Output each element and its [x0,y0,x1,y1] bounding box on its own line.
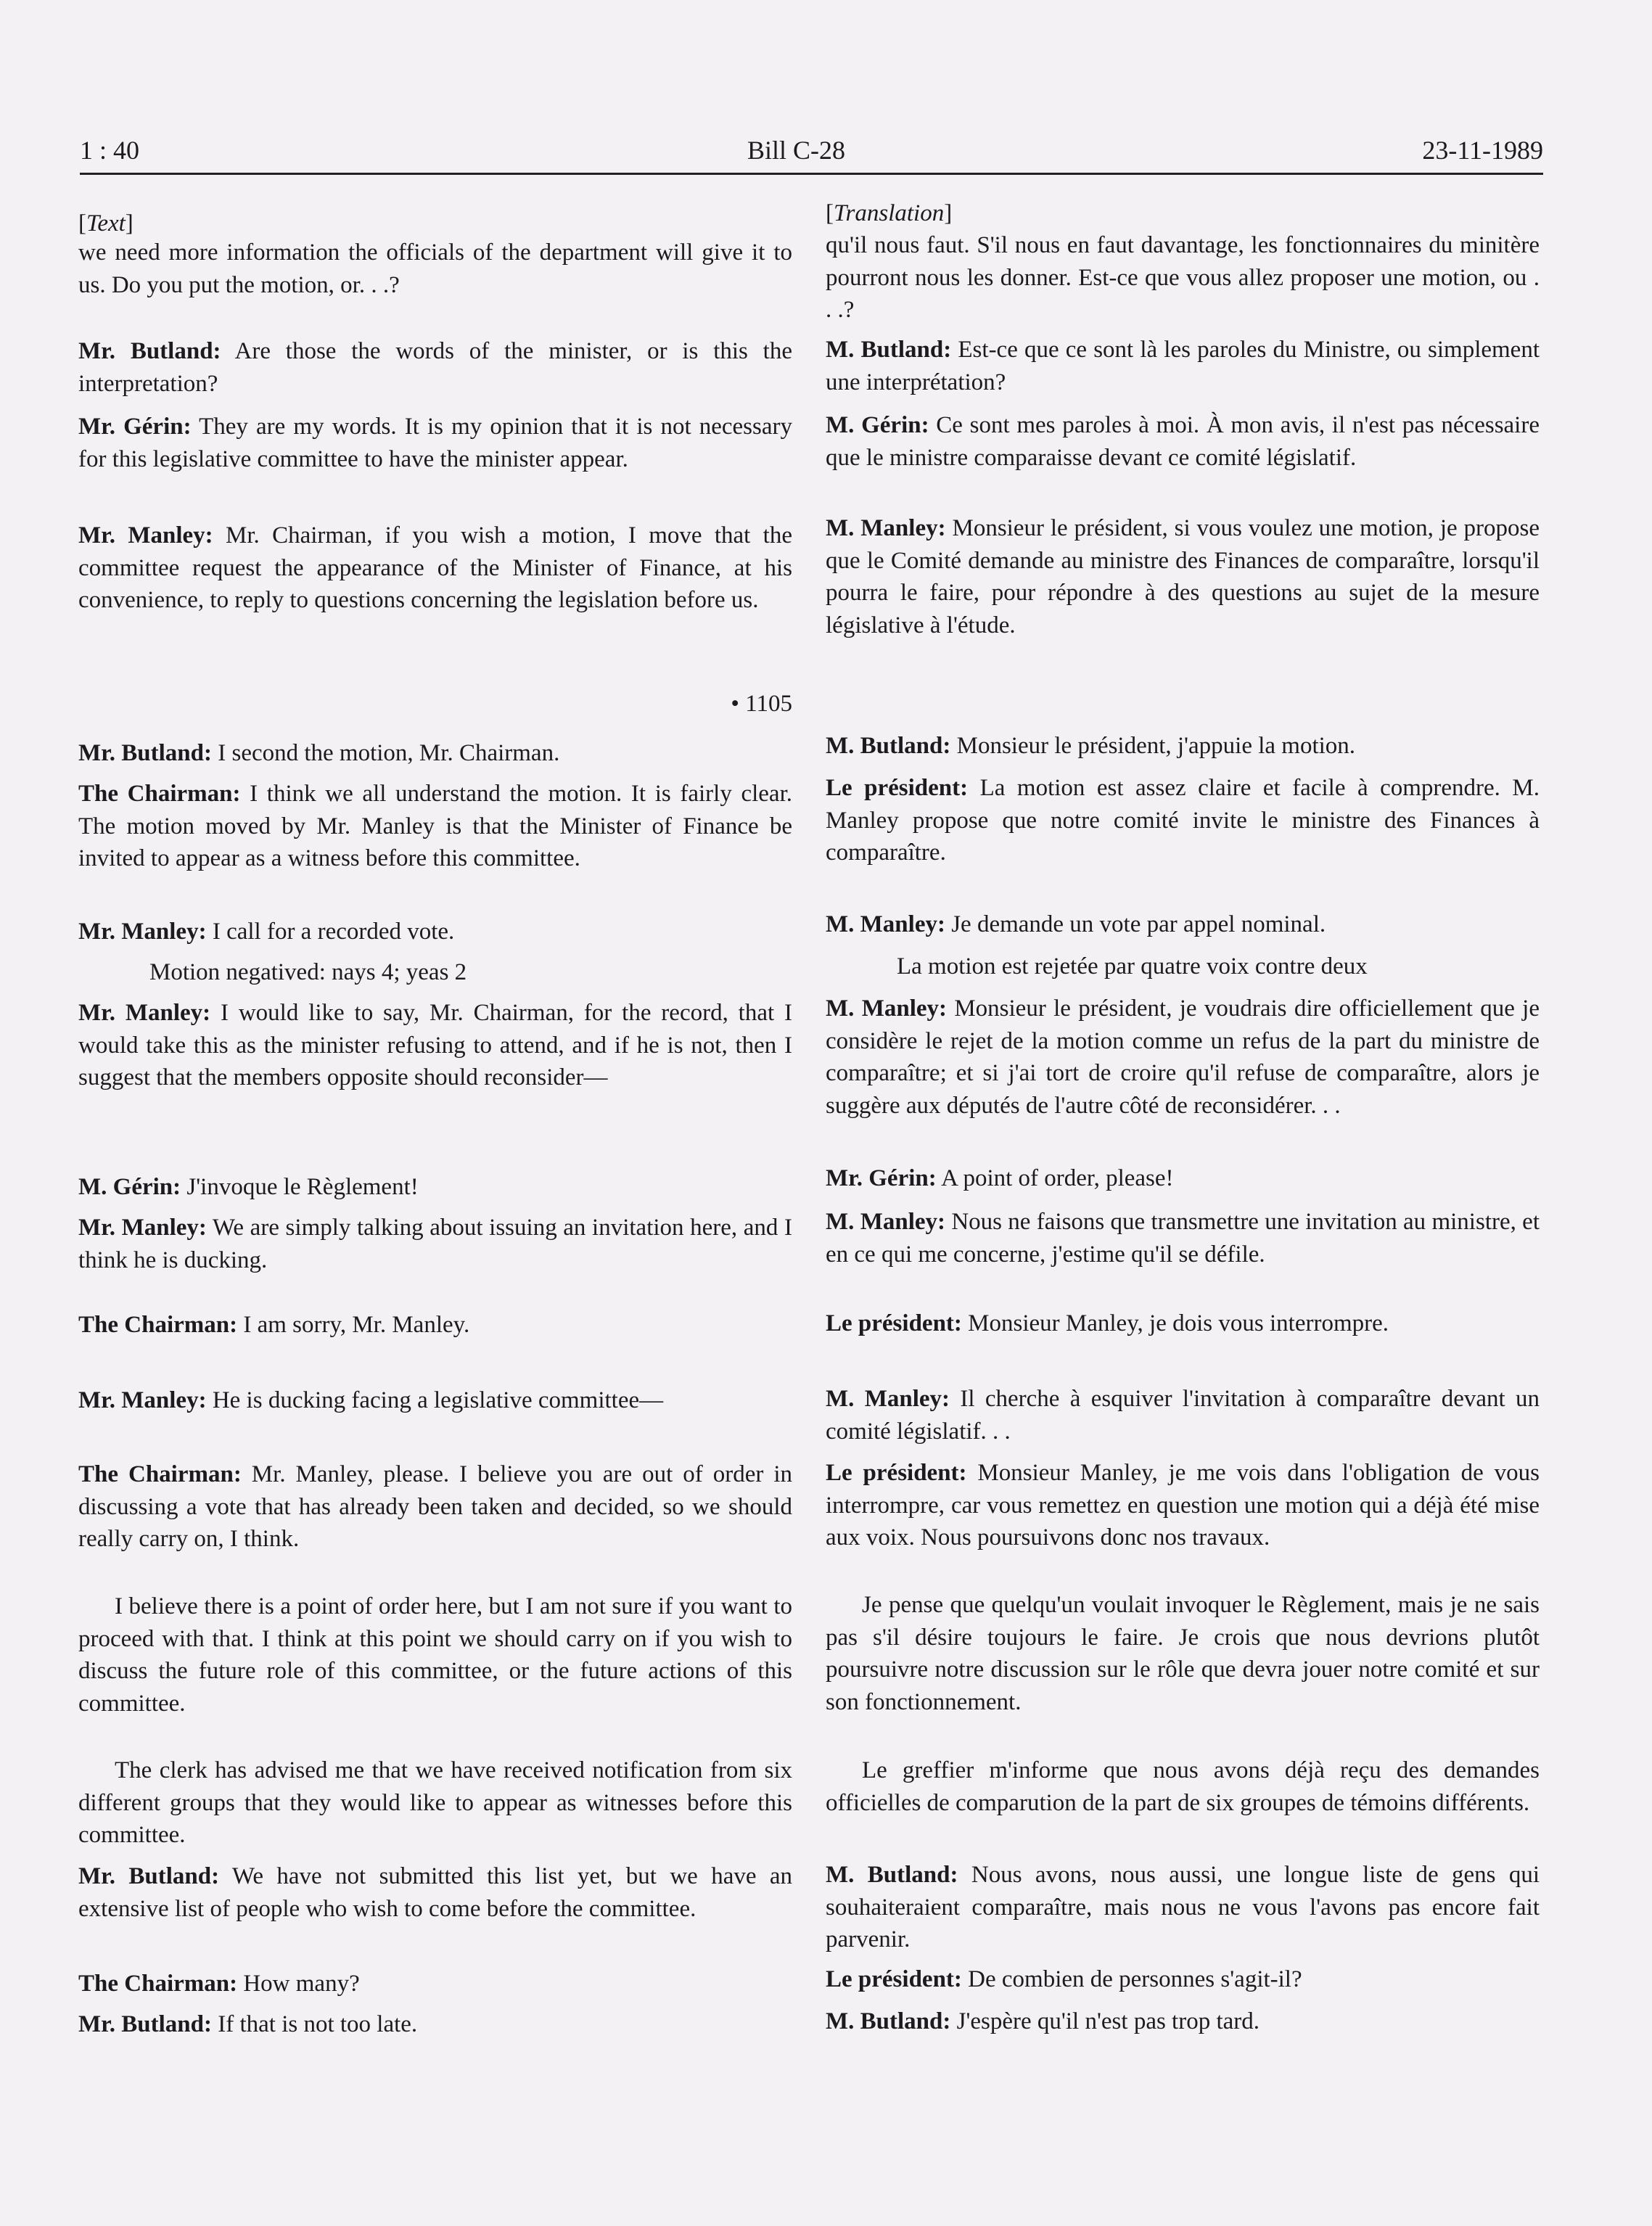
speech-paragraph: M. Manley: Je demande un vote par appel nominal. [826,911,1326,937]
speaker-name: M. Manley: [826,995,948,1022]
speech-paragraph: The Chairman: I think we all understand the motion. It is fairly clear. The motion moved by Mr. Manley is that the Minister of Finance be invited to appear as a witness before this committee. [78,781,793,871]
speech-paragraph: Le président: Monsieur Manley, je me vois dans l'obligation de vous interrompre, car vous remettez en question une motion qui a déjà été mise aux voix. Nous poursuivons donc nos travaux. [826,1460,1540,1551]
timestamp: • 1105 [731,691,792,717]
bill-title: Bill C-28 [747,136,846,165]
speaker-name: Mr. Butland: [78,1863,220,1889]
speech-paragraph: M. Manley: Nous ne faisons que transmettre une invitation au ministre, et en ce qui me concerne, j'estime qu'il se défile. [826,1209,1540,1268]
speech-paragraph: Mr. Manley: I call for a recorded vote. [78,919,455,945]
speech-paragraph: Mr. Butland: If that is not too late. [78,2011,418,2037]
vote-result: La motion est rejetée par quatre voix contre deux [897,953,1368,979]
speaker-name: The Chairman: [78,1971,238,1997]
speaker-name: M. Gérin: [826,412,929,438]
speech-paragraph: M. Gérin: Ce sont mes paroles à moi. À mon avis, il n'est pas nécessaire que le ministre comparaisse devant ce comité législatif. [826,412,1540,471]
page-number: 1 : 40 [80,136,140,165]
speech-paragraph: M. Butland: Monsieur le président, j'appuie la motion. [826,733,1356,759]
speech-paragraph: Le président: De combien de personnes s'agit-il? [826,1966,1302,1992]
speech-paragraph: Mr. Manley: He is ducking facing a legislative committee— [78,1387,664,1413]
paragraph: Je pense que quelqu'un voulait invoquer le Règlement, mais je ne sais pas s'il désire toujours le faire. Je crois que nous devrions plutôt poursuivre notre discussion sur le rôle que devra jouer notre comité et sur son fonctionnement. [826,1592,1540,1715]
speaker-name: The Chairman: [78,1312,238,1338]
speech-paragraph: M. Manley: Monsieur le président, si vous voulez une motion, je propose que le Comité demande au ministre des Finances de comparaître, lorsqu'il pourra le faire, pour répondre à des questions au sujet de la mesure législative à l'étude. [826,515,1540,638]
speech-paragraph: M. Butland: J'espère qu'il n'est pas trop tard. [826,2008,1260,2034]
speaker-name: Mr. Butland: [78,2011,212,2037]
speech-paragraph: The Chairman: How many? [78,1971,360,1997]
speech-paragraph: Mr. Manley: Mr. Chairman, if you wish a motion, I move that the committee request the appearance of the Minister of Finance, at his convenience, to reply to questions concerning the legislation before us. [78,522,792,613]
speech-paragraph: The Chairman: I am sorry, Mr. Manley. [78,1312,470,1338]
speech-paragraph: Mr. Manley: We are simply talking about issuing an invitation here, and I think he is ducking. [78,1215,792,1273]
speech-paragraph: M. Manley: Monsieur le président, je voudrais dire officiellement que je considère le rejet de la motion comme un refus de la part du ministre de comparaître; et si j'ai tort de croire qu'il refuse de comparaître, alors je suggère aux députés de l'autre côté de reconsidérer. . . [826,995,1540,1119]
column-tag: [Translation] [826,200,953,226]
speaker-name: M. Manley: [826,911,945,937]
speaker-name: Mr. Gérin: [78,414,192,440]
speaker-name: Mr. Manley: [78,919,207,945]
speaker-name: The Chairman: [78,1461,242,1487]
paragraph: we need more information the officials of the department will give it to us. Do you put the motion, or. . .? [78,239,792,298]
speech-paragraph: Le président: Monsieur Manley, je dois vous interrompre. [826,1310,1389,1336]
speaker-name: Mr. Manley: [78,1000,211,1026]
speech-paragraph: M. Manley: Il cherche à esquiver l'invitation à comparaître devant un comité législatif. . . [826,1386,1540,1445]
speech-paragraph: Mr. Gérin: They are my words. It is my opinion that it is not necessary for this legislative committee to have the minister appear. [78,414,792,472]
speaker-name: Le président: [826,1310,962,1336]
paragraph: Le greffier m'informe que nous avons déjà reçu des demandes officielles de comparution de la part de six groupes de témoins différents. [826,1757,1540,1816]
speaker-name: Le président: [826,1966,962,1992]
speaker-name: M. Gérin: [78,1174,181,1200]
speaker-name: Mr. Manley: [78,1215,207,1241]
speaker-name: M. Manley: [826,1386,950,1412]
speech-paragraph: M. Gérin: J'invoque le Règlement! [78,1174,419,1200]
header-rule [80,173,1543,175]
speaker-name: M. Manley: [826,515,946,541]
paragraph: The clerk has advised me that we have received notification from six different groups that they would like to appear as witnesses before this committee. [78,1757,792,1848]
column-tag: [Text] [78,210,133,237]
speaker-name: Mr. Gérin: [826,1165,937,1191]
speaker-name: Le président: [826,1460,967,1486]
paragraph: qu'il nous faut. S'il nous en faut davantage, les fonctionnaires du minitère pourront nous les donner. Est-ce que vous allez proposer une motion, ou . . .? [826,232,1540,323]
speech-paragraph: Mr. Gérin: A point of order, please! [826,1165,1174,1191]
speech-paragraph: Mr. Butland: We have not submitted this list yet, but we have an extensive list of people who wish to come before the committee. [78,1863,792,1922]
speech-paragraph: Mr. Butland: I second the motion, Mr. Chairman. [78,740,560,766]
page-header [80,135,1543,173]
speech-paragraph: M. Butland: Nous avons, nous aussi, une longue liste de gens qui souhaiteraient comparaître, mais nous ne vous l'avons pas encore fait parvenir. [826,1862,1540,1952]
speech-paragraph: Le président: La motion est assez claire et facile à comprendre. M. Manley propose que notre comité invite le ministre des Finances à comparaître. [826,775,1540,866]
speaker-name: M. Butland: [826,2008,951,2034]
vote-result: Motion negatived: nays 4; yeas 2 [149,959,467,985]
speaker-name: Mr. Butland: [78,338,221,364]
speaker-name: Mr. Manley: [78,1387,207,1413]
speech-paragraph: The Chairman: Mr. Manley, please. I believe you are out of order in discussing a vote that has already been taken and decided, so we should really carry on, I think. [78,1461,792,1552]
speaker-name: Mr. Butland: [78,740,212,766]
speaker-name: M. Butland: [826,1862,958,1888]
speaker-name: Le président: [826,775,969,801]
paragraph: I believe there is a point of order here, but I am not sure if you want to proceed with that. I think at this point we should carry on if you wish to discuss the future role of this committee, or the future actions of this committee. [78,1593,792,1717]
page-date: 23-11-1989 [1422,136,1543,165]
speech-paragraph: Mr. Butland: Are those the words of the minister, or is this the interpretation? [78,338,792,397]
speaker-name: M. Butland: [826,337,952,363]
speaker-name: Mr. Manley: [78,522,213,549]
speech-paragraph: M. Butland: Est-ce que ce sont là les paroles du Ministre, ou simplement une interprétation? [826,337,1540,395]
speaker-name: M. Manley: [826,1209,946,1235]
speaker-name: M. Butland: [826,733,951,759]
speech-paragraph: Mr. Manley: I would like to say, Mr. Chairman, for the record, that I would take this as the minister refusing to attend, and if he is not, then I suggest that the members opposite should reconsider— [78,1000,792,1091]
speaker-name: The Chairman: [78,781,241,807]
